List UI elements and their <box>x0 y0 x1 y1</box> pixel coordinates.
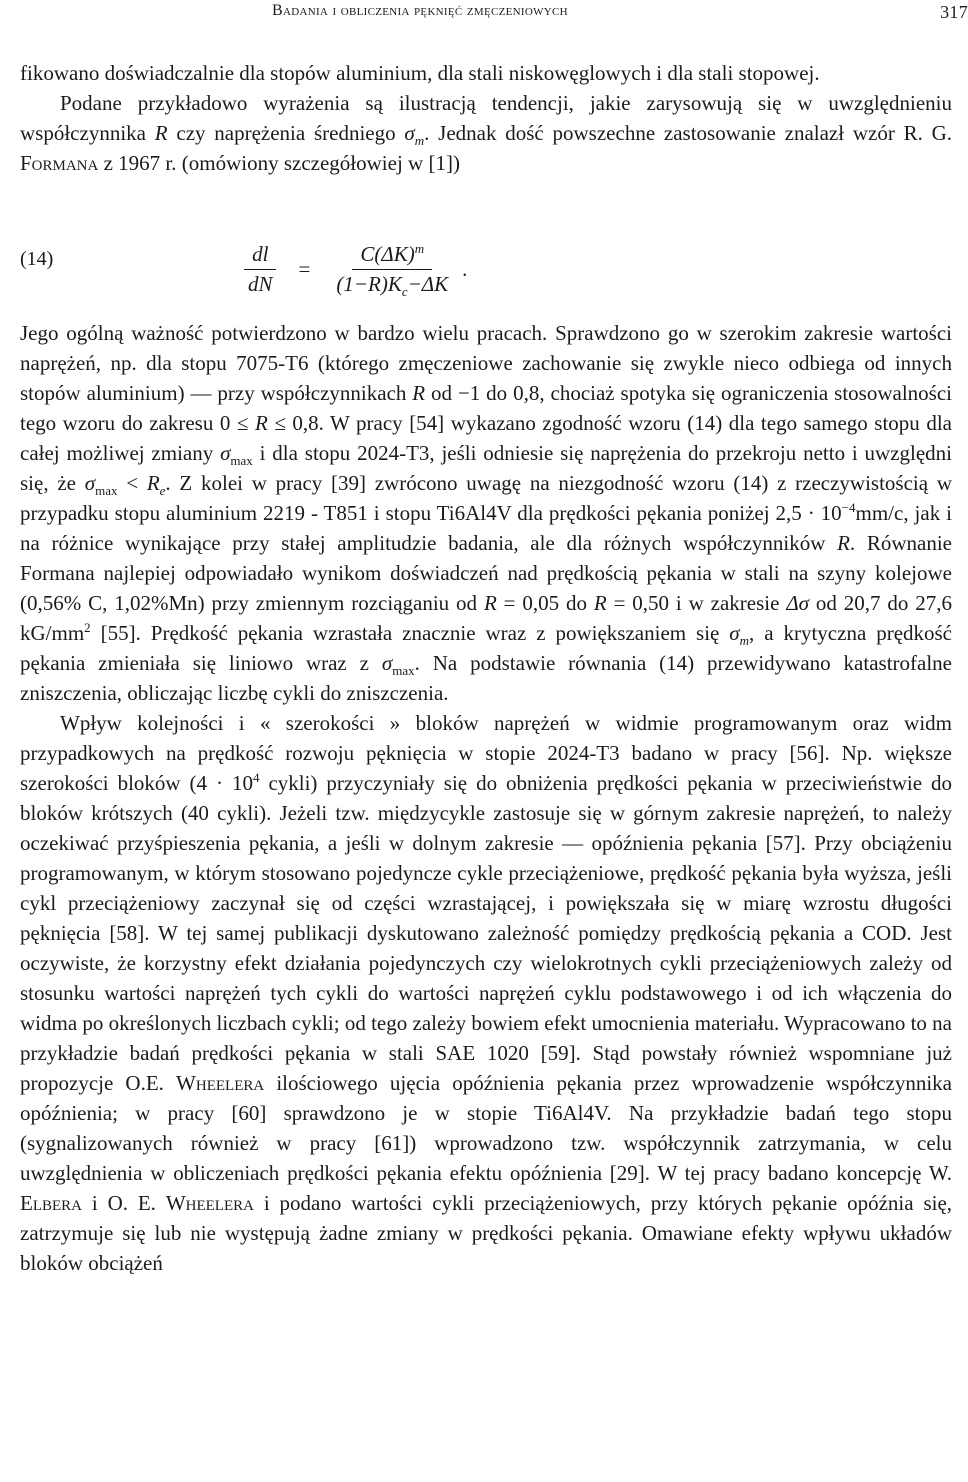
page-header <box>272 2 968 28</box>
page-number: 317 <box>940 2 968 22</box>
running-title: Badania i obliczenia pęknięć zmęczeniowych <box>272 2 568 19</box>
paragraph-1-body: Podane przykładowo wyrażenia są ilustracją tendencji, jakie zarysowują się w uwzględnieniu współczynnika R czy naprężenia średniego $\sigma_m$. Jednak dość powszechne zastosowanie znalazł wzór R. G. Formana z 1967 r. (omówiony szczegółowiej w [1]) <box>20 91 953 175</box>
rhs-fraction <box>328 242 456 297</box>
author-name: Formana <box>20 151 99 175</box>
body-text <box>20 318 952 1278</box>
equation-body <box>234 234 467 304</box>
equation-label: (14) <box>20 248 54 270</box>
paragraph-2: Jego ogólną ważność potwierdzono w bardzo wielu pracach. Sprawdzono go w szerokim zakresie wartości naprężeń, np. dla stopu 7075-T6 (którego zmęczeniowe zachowanie się zwykle nieco odbiega od innych stopów aluminium) — przy współczynnikach R od −1 do 0,8, chociaż spotyka się ograniczenia stosowalności tego wzoru do zakresu 0 ≤ R ≤ 0,8. W pracy [54] wykazano zgodność wzoru (14) dla tego samego stopu dla całej możliwej zmiany $\sigma_{max}$ i dla stopu 2024-T3, jeśli odniesie się naprężenia do przekroju netto i uwzględni się, że $\sigma_{max} < R_e$. Z kolei w pracy [39] zwrócono uwagę na niezgodność wzoru (14) z rzeczywistością w przypadku stopu aluminium 2219 - T851 i stopu Ti6Al4V dla prędkości pękania poniżej $2,5 \cdot 10^{-4}mm/c$, jak i na różnice wynikające przy stałej amplitudzie badania, ale dla różnych współczynników R. Równanie Formana najlepiej odpowiadało wynikom doświadczeń nad prędkością pękania w stali na szyny kolejowe (0,56% C, 1,02%Mn) przy zmiennym rozciąganiu od R = 0,05 do R = 0,50 i w zakresie Δσ od 20,7 do 27,6 $kG/mm^2$ [55]. Prędkość pękania wzrastała znacznie wraz z powiększaniem się $\sigma_m$, a krytyczna prędkość pękania zmieniała się liniowo wraz z $\sigma_{max}$. Na podstawie równania (14) przewidywano katastrofalne zniszczenia, obliczając liczbę cykli do zniszczenia. <box>20 321 953 705</box>
lhs-denominator: dN <box>248 271 273 296</box>
equation-end: . <box>462 256 468 281</box>
paragraph-1-continuation: fikowano doświadczalnie dla stopów aluminium, dla stali niskowęglowych i dla stali stopowej. <box>20 61 820 85</box>
lhs-numerator: dl <box>244 242 276 270</box>
equation-14 <box>20 234 952 304</box>
lhs-fraction <box>240 242 281 297</box>
author-name: Elbera <box>20 1191 82 1215</box>
equals-sign: = <box>298 256 311 281</box>
rhs-denominator: $(1-R)K_c-\Delta K$ <box>336 271 449 299</box>
author-name: Wheelera <box>176 1071 265 1095</box>
paragraph-1 <box>20 58 952 178</box>
author-name: Wheelera <box>165 1191 254 1215</box>
paragraph-3: Wpływ kolejności i « szerokości » bloków naprężeń w widmie programowanym oraz widm przypadkowych na prędkość rozwoju pęknięcia w stopie 2024-T3 badano w pracy [56]. Np. większe szerokości bloków ($4 \cdot 10^4$ cykli) przyczyniały się do obniżenia prędkości pękania w przeciwieństwie do bloków krótszych (40 cykli). Jeżeli tzw. międzycykle zastosuje się w górnym zakresie naprężeń, to należy oczekiwać przyśpieszenia pękania, a jeśli w dolnym zakresie — opóźnienia pękania [57]. Przy obciążeniu programowanym, w którym stosowano pojedyncze cykle przeciążeniowe, prędkość pękania była wyższa, jeśli cykl przeciążeniowy zaczynał się od części wzrastającej, i powiększała się w miarę wzrostu długości pęknięcia [58]. W tej samej publikacji dyskutowano zależność pomiędzy prędkością pękania a COD. Jest oczywiste, że korzystny efekt działania pojedynczych czy wielokrotnych cykli przeciążeniowych zależy od stosunku wartości naprężeń tych cykli do wartości naprężeń cyklu podstawowego i od ich włączenia do widma po określonych liczbach cykli; od tego zależy bowiem efekt umocnienia materiału. Wypracowano to na przykładzie badań prędkości pękania w stali SAE 1020 [59]. Stąd powstały również wspomniane już propozycje O.E. Wheelera ilościowego ujęcia opóźnienia pękania przez wprowadzenie współczynnika opóźnienia; w pracy [60] sprawdzono je w stopie Ti6Al4V. Na przykładzie badań tego stopu (sygnalizowanych również w pracy [61]) wprowadzono tzw. współczynnik zatrzymania, w celu uwzględnienia w obliczeniach prędkości pękania efektu opóźnienia [29]. W tej pracy badano koncepcję W. Elbera i O. E. Wheelera i podano wartości cykli przeciążeniowych, przy których pękanie opóźnia się, zatrzymuje się lub nie występują żadne zmiany w prędkości pękania. Omawiane efekty wpływu układów bloków obciążeń <box>20 711 953 1275</box>
rhs-numerator: $C(\Delta K)^m$ <box>352 242 432 270</box>
